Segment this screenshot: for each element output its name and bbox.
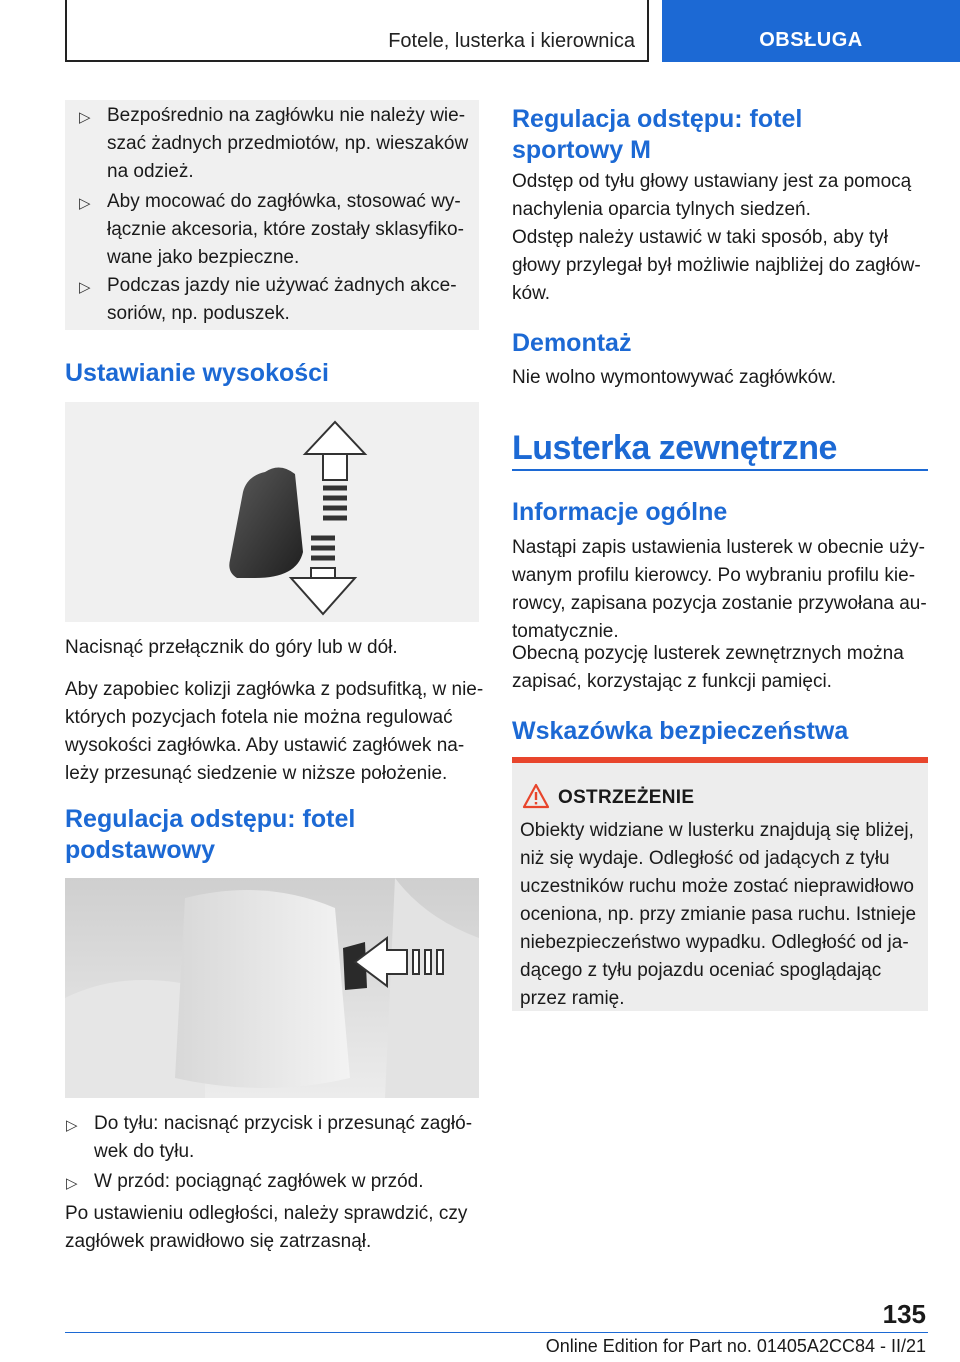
notes-box: [65, 100, 479, 330]
chapter-title: Lusterka zewnętrzne: [512, 429, 837, 467]
sport-paragraph-1: Odstęp od tyłu głowy ustawiany jest za pomocą nachylenia oparcia tylnych siedzeń.: [512, 171, 912, 220]
warning-text: Obiekty widziane w lusterku znajdują się bliżej, niż się wydaje. Odległość od jadących z tyłu uczestników ruchu może zostać nieprawidłowo oceniona, np. przy zmianie pasa ruchu. Istnieje niebezpieczeństwo wypadku. Odległość od ja- dącego z tyłu pojazdu oceniać spoglądając przez ramię.: [520, 820, 917, 1009]
tab-label: OBSŁUGA: [759, 29, 863, 51]
chapter-divider: [512, 469, 928, 471]
notes-item-2: Aby mocować do zagłówka, stosować wy- łącznie akcesoria, które zostały sklasyfiko- wane jako bezpieczne.: [107, 191, 464, 268]
heading-sport-seat: Regulacja odstępu: fotel sportowy M: [512, 105, 803, 164]
warning-box: [512, 757, 928, 1011]
triangle-bullet-icon: ▷: [79, 279, 91, 296]
section-title: Fotele, lusterka i kierownica: [388, 30, 635, 52]
heading-basic-seat: Regulacja odstępu: fotel podstawowy: [65, 805, 356, 864]
removal-paragraph: Nie wolno wymontowywać zagłówków.: [512, 367, 837, 388]
triangle-bullet-icon: ▷: [66, 1175, 78, 1192]
warning-stripe: [512, 757, 928, 763]
tab-obsluga[interactable]: [662, 0, 960, 62]
triangle-bullet-icon: ▷: [79, 195, 91, 212]
info-paragraph-1: Nastąpi zapis ustawienia lusterek w obecnie uży- wanym profilu kierowcy. Po wybraniu profilu kie- rowcy, zapisana pozycja zostanie przywołana au- tomatycznie.: [512, 537, 927, 642]
height-instruction: Nacisnąć przełącznik do góry lub w dół.: [65, 637, 398, 658]
heading-general-info: Informacje ogólne: [512, 498, 728, 526]
info-paragraph-2: Obecną pozycję lusterek zewnętrznych można zapisać, korzystając z funkcji pamięci.: [512, 643, 904, 692]
basic-item-2: W przód: pociągnąć zagłówek w przód.: [94, 1171, 424, 1192]
heading-height: Ustawianie wysokości: [65, 359, 330, 387]
triangle-bullet-icon: ▷: [66, 1117, 78, 1134]
notes-item-3: Podczas jazdy nie używać żadnych akce- soriów, np. poduszek.: [107, 275, 457, 324]
heading-safety: Wskazówka bezpieczeństwa: [512, 717, 849, 745]
triangle-bullet-icon: ▷: [79, 109, 91, 126]
basic-item-1: Do tyłu: nacisnąć przycisk i przesunąć zagłó- wek do tyłu.: [94, 1113, 473, 1162]
page-number: 135: [882, 1299, 926, 1329]
footer-edition: Online Edition for Part no. 01405A2CC84 - II/21: [545, 1336, 926, 1356]
height-paragraph: Aby zapobiec kolizji zagłówka z podsufitką, w nie- których pozycjach fotela nie można regulować wysokości zagłówka. Aby ustawić zagłówek na- leży przesunąć siedzenie w niższe położenie.: [65, 679, 484, 784]
warning-triangle-icon: [522, 783, 550, 814]
height-switch-illustration: [65, 402, 479, 622]
sport-paragraph-2: Odstęp należy ustawić w taki sposób, aby tył głowy przylegał był możliwie najbliżej do zagłów- ków.: [512, 227, 921, 304]
notes-item-1: Bezpośrednio na zagłówku nie należy wie- szać żadnych przedmiotów, np. wieszaków na odzież.: [107, 105, 469, 182]
headrest-photo: [65, 878, 479, 1098]
footer-divider: [65, 1332, 928, 1333]
basic-paragraph: Po ustawieniu odległości, należy sprawdzić, czy zagłówek prawidłowo się zatrzasnął.: [65, 1203, 468, 1252]
heading-removal: Demontaż: [512, 329, 632, 357]
warning-title: OSTRZEŻENIE: [558, 787, 695, 808]
